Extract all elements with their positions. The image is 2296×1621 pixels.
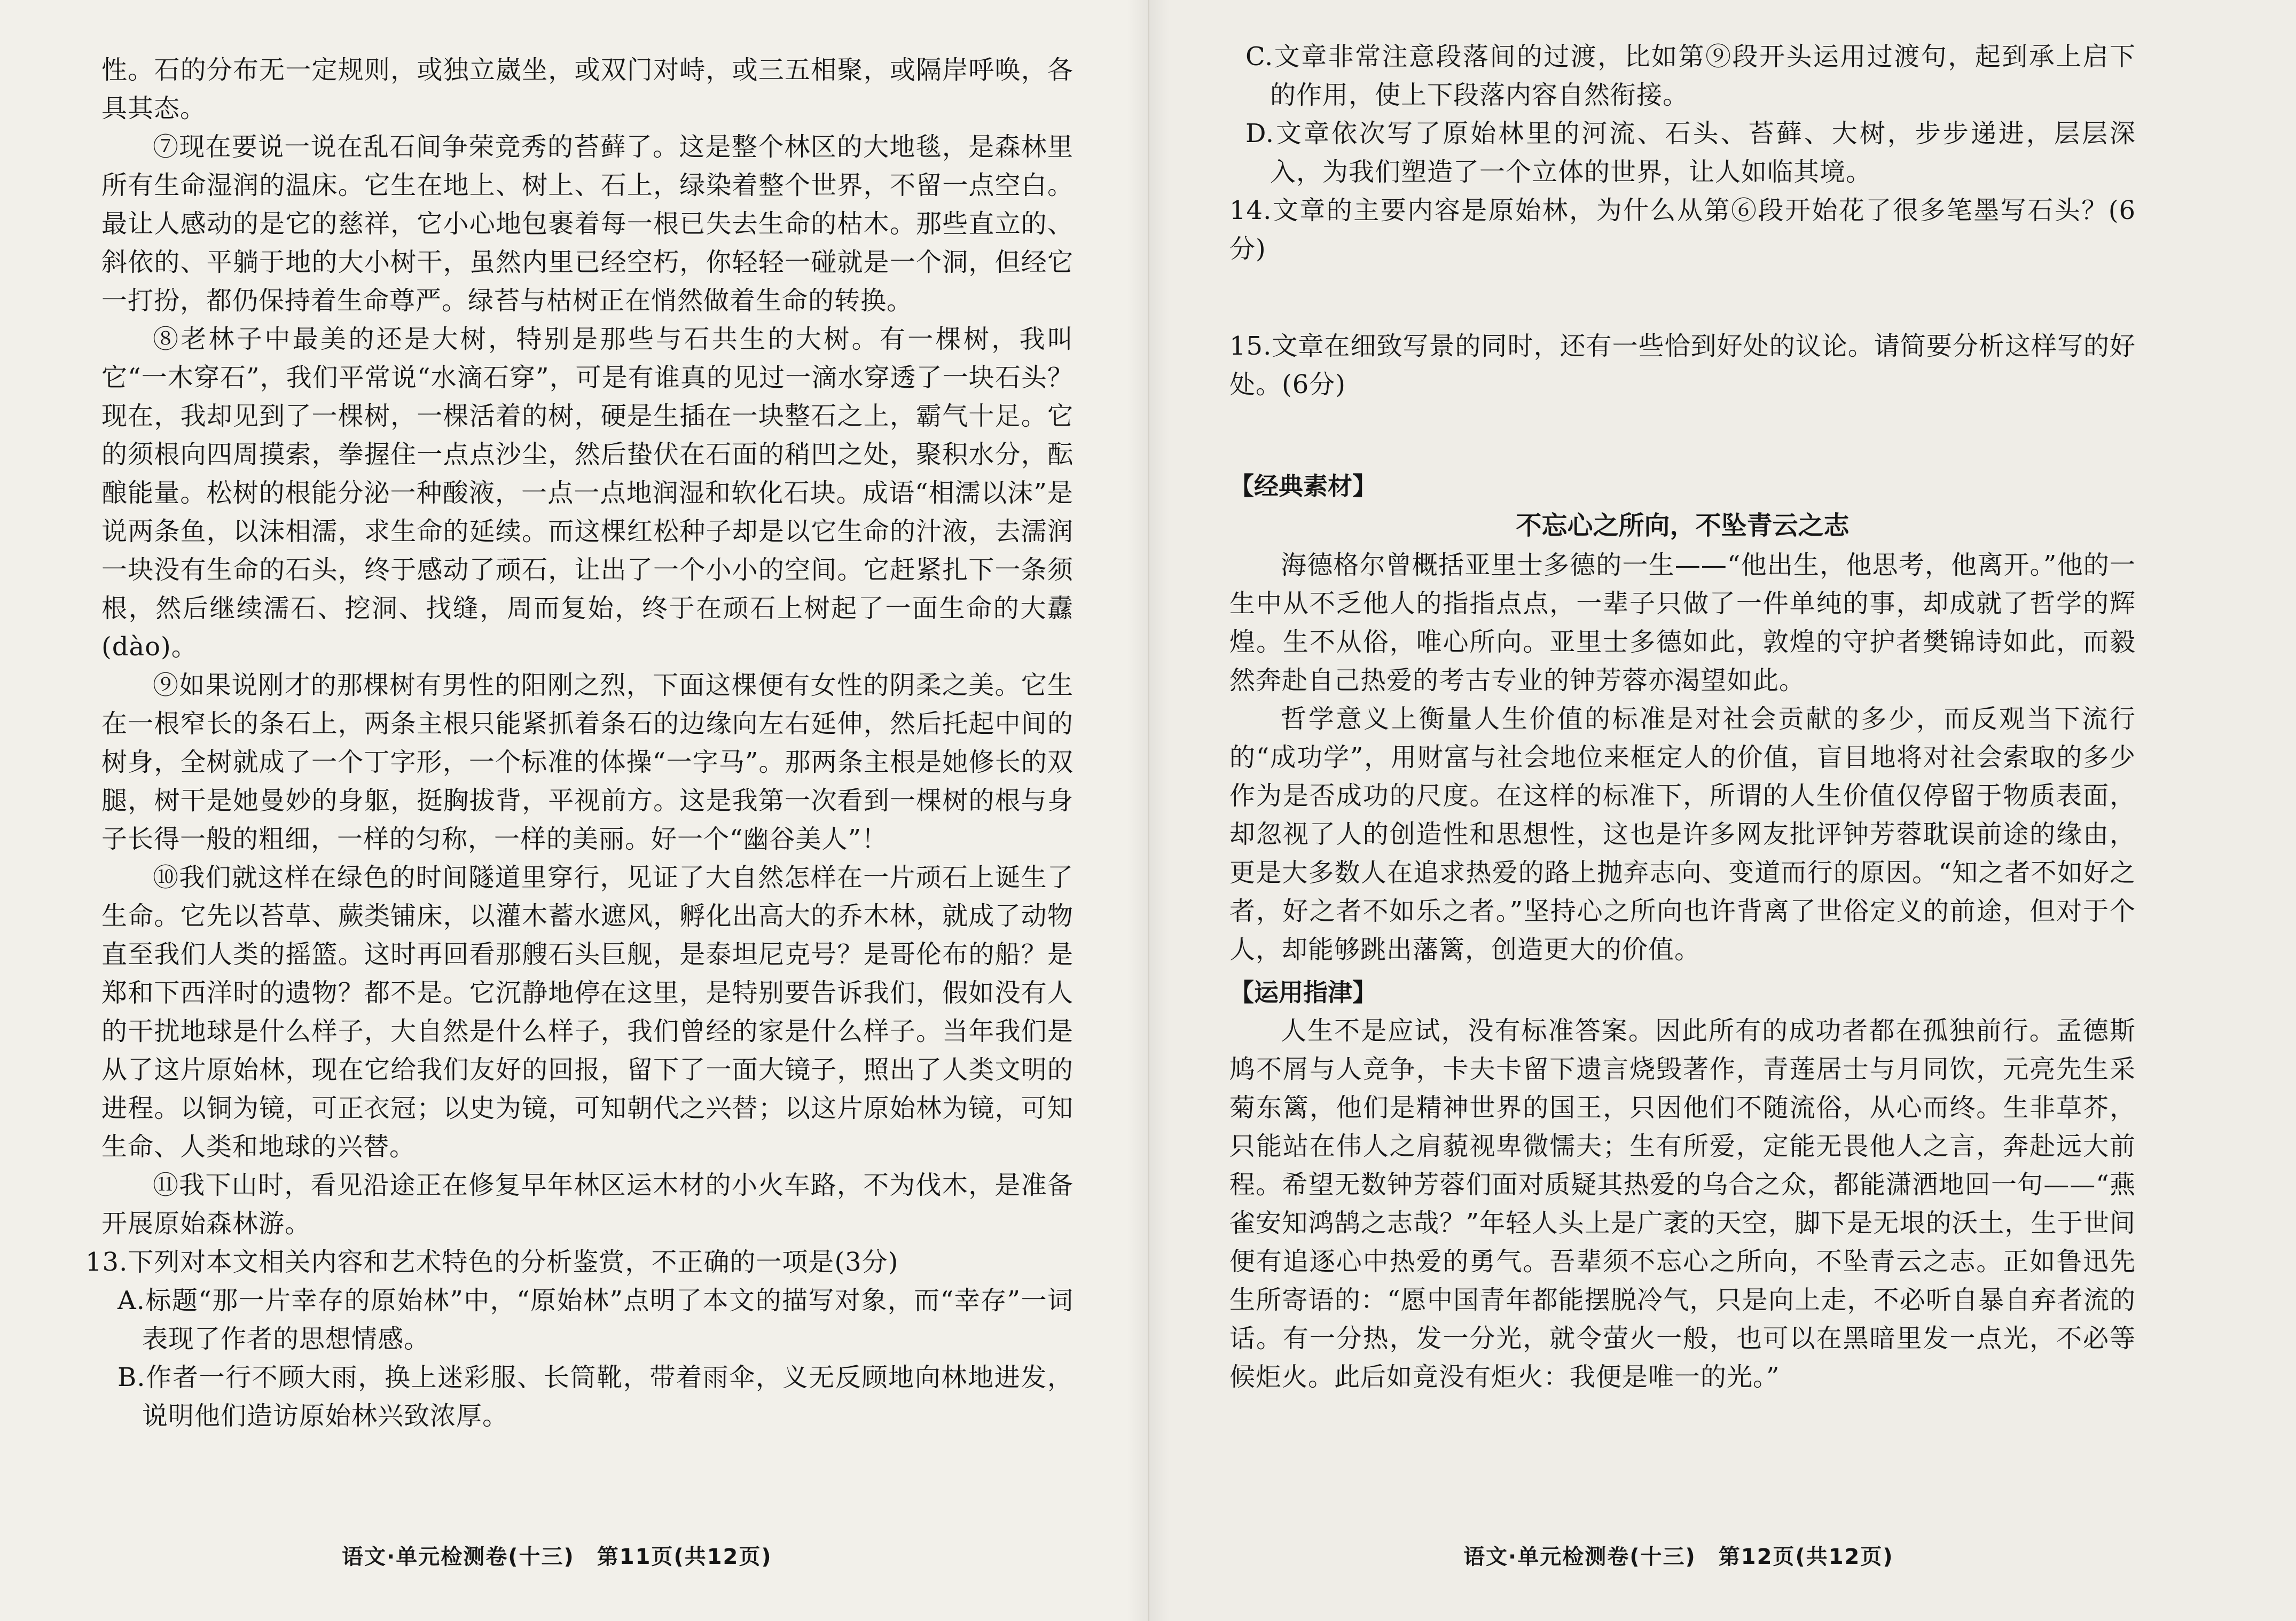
- question-13-option-a: A.标题“那一片幸存的原始林”中，“原始林”点明了本文的描写对象，而“幸存”一词表现了作者的思想情感。: [117, 1286, 1073, 1354]
- left-paragraph-7: ⑦现在要说一说在乱石间争荣竞秀的苔藓了。这是整个林区的大地毯，是森林里所有生命湿润的温床。它生在地上、树上、石上，绿染着整个世界，不留一点空白。最让人感动的是它的慈祥，它小心地包裹着每一根已失去生命的枯木。那些直立的、斜依的、平躺于地的大小树干，虽然内里已经空朽，你轻轻一碰就是一个洞，但经它一打扮，都仍保持着生命尊严。绿苔与枯树正在悄然做着生命的转换。: [101, 132, 1073, 316]
- question-15: 15.文章在细致写景的同时，还有一些恰到好处的议论。请简要分析这样写的好处。(6分): [1229, 331, 2136, 400]
- question-13-option-c: C.文章非常注意段落间的过渡，比如第⑨段开头运用过渡句，起到承上启下的作用，使上下段落内容自然衔接。: [1245, 42, 2136, 110]
- question-13-option-b: B.作者一行不顾大雨，换上迷彩服、长筒靴，带着雨伞，义无反顾地向林地进发，说明他们造访原始林兴致浓厚。: [117, 1362, 1073, 1431]
- material-paragraph-1: 海德格尔曾概括亚里士多德的一生——“他出生，他思考，他离开。”他的一生中从不乏他人的指指点点，一辈子只做了一件单纯的事，却成就了哲学的辉煌。生不从俗，唯心所向。亚里士多德如此，敦煌的守护者樊锦诗如此，而毅然奔赴自己热爱的考古专业的钟芳蓉亦渴望如此。: [1229, 550, 2136, 695]
- right-page: [1148, 0, 2296, 1621]
- material-title: 不忘心之所向，不坠青云之志: [1516, 511, 1850, 541]
- usage-paragraph: 人生不是应试，没有标准答案。因此所有的成功者都在孤独前行。孟德斯鸠不屑与人竞争，卡夫卡留下遗言烧毁著作，青莲居士与月同饮，元亮先生采菊东篱，他们是精神世界的国王，只因他们不随流俗，从心而终。生非草芥，只能站在伟人之肩藐视卑微懦夫；生有所爱，定能无畏他人之言，奔赴远大前程。希望无数钟芳蓉们面对质疑其热爱的乌合之众，都能潇洒地回一句——“燕雀安知鸿鹄之志哉？”年轻人头上是广袤的天空，脚下是无垠的沃土，生于世间便有追逐心中热爱的勇气。吾辈须不忘心之所向，不坠青云之志。正如鲁迅先生所寄语的：“愿中国青年都能摆脱冷气，只是向上走，不必听自暴自弃者流的话。有一分热，发一分光，就令萤火一般，也可以在黑暗里发一点光，不必等候炬火。此后如竟没有炬火：我便是唯一的光。”: [1229, 1016, 2136, 1392]
- question-14: 14.文章的主要内容是原始林，为什么从第⑥段开始花了很多笔墨写石头？(6分): [1229, 195, 2136, 264]
- page-gutter: [1127, 0, 1170, 1621]
- classic-material-tag: 【经典素材】: [1229, 472, 1377, 500]
- left-paragraph-8: ⑧老林子中最美的还是大树，特别是那些与石共生的大树。有一棵树，我叫它“一木穿石”，我们平常说“水滴石穿”，可是有谁真的见过一滴水穿透了一块石头？现在，我却见到了一棵树，一棵活着的树，硬是生插在一块整石之上，霸气十足。它的须根向四周摸索，拳握住一点点沙尘，然后蛰伏在石面的稍凹之处，聚积水分，酝酿能量。松树的根能分泌一种酸液，一点一点地润湿和软化石块。成语“相濡以沫”是说两条鱼，以沫相濡，求生命的延续。而这棵红松种子却是以它生命的汁液，去濡润一块没有生命的石头，终于感动了顽石，让出了一个小小的空间。它赶紧扎下一条须根，然后继续濡石、挖洞、找缝，周而复始，终于在顽石上树起了一面生命的大纛(dào)。: [101, 324, 1073, 662]
- material-paragraph-2: 哲学意义上衡量人生价值的标准是对社会贡献的多少，而反观当下流行的“成功学”，用财富与社会地位来框定人的价值，盲目地将对社会索取的多少作为是否成功的尺度。在这样的标准下，所谓的人生价值仅停留于物质表面，却忽视了人的创造性和思想性，这也是许多网友批评钟芳蓉耽误前途的缘由，更是大多数人在追求热爱的路上抛弃志向、变道而行的原因。“知之者不如好之者，好之者不如乐之者。”坚持心之所向也许背离了世俗定义的前途，但对于个人，却能够跳出藩篱，创造更大的价值。: [1229, 704, 2136, 965]
- left-paragraph-6-end: 性。石的分布无一定规则，或独立崴坐，或双门对峙，或三五相聚，或隔岸呼唤，各具其态。: [101, 55, 1073, 123]
- left-paragraph-10: ⑩我们就这样在绿色的时间隧道里穿行，见证了大自然怎样在一片顽石上诞生了生命。它先以苔草、蕨类铺床，以灌木蓄水遮风，孵化出高大的乔木林，就成了动物直至我们人类的摇篮。这时再回看那艘石头巨舰，是泰坦尼克号？是哥伦布的船？是郑和下西洋时的遗物？都不是。它沉静地停在这里，是特别要告诉我们，假如没有人的干扰地球是什么样子，大自然是什么样子，我们曾经的家是什么样子。当年我们是从了这片原始林，现在它给我们友好的回报，留下了一面大镜子，照出了人类文明的进程。以铜为镜，可正衣冠；以史为镜，可知朝代之兴替；以这片原始林为镜，可知生命、人类和地球的兴替。: [101, 863, 1073, 1162]
- usage-guide-tag: 【运用指津】: [1229, 978, 1377, 1007]
- left-paragraph-9: ⑨如果说刚才的那棵树有男性的阳刚之烈，下面这棵便有女性的阴柔之美。它生在一根窄长的条石上，两条主根只能紧抓着条石的边缘向左右延伸，然后托起中间的树身，全树就成了一个丁字形，一个标准的体操“一字马”。那两条主根是她修长的双腿，树干是她曼妙的身躯，挺胸拔背，平视前方。这是我第一次看到一棵树的根与身子长得一般的粗细，一样的匀称，一样的美丽。好一个“幽谷美人”！: [101, 670, 1073, 854]
- question-13-option-d: D.文章依次写了原始林里的河流、石头、苔藓、大树，步步递进，层层深入，为我们塑造了一个立体的世界，让人如临其境。: [1245, 119, 2136, 187]
- question-13-stem: 13.下列对本文相关内容和艺术特色的分析鉴赏，不正确的一项是(3分): [85, 1247, 899, 1277]
- left-paragraph-11: ⑪我下山时，看见沿途正在修复早年林区运木材的小火车路，不为伐木，是准备开展原始森林游。: [101, 1170, 1073, 1239]
- left-page-footer: 语文·单元检测卷(十三) 第11页(共12页): [342, 1545, 772, 1569]
- right-page-footer: 语文·单元检测卷(十三) 第12页(共12页): [1463, 1545, 1894, 1569]
